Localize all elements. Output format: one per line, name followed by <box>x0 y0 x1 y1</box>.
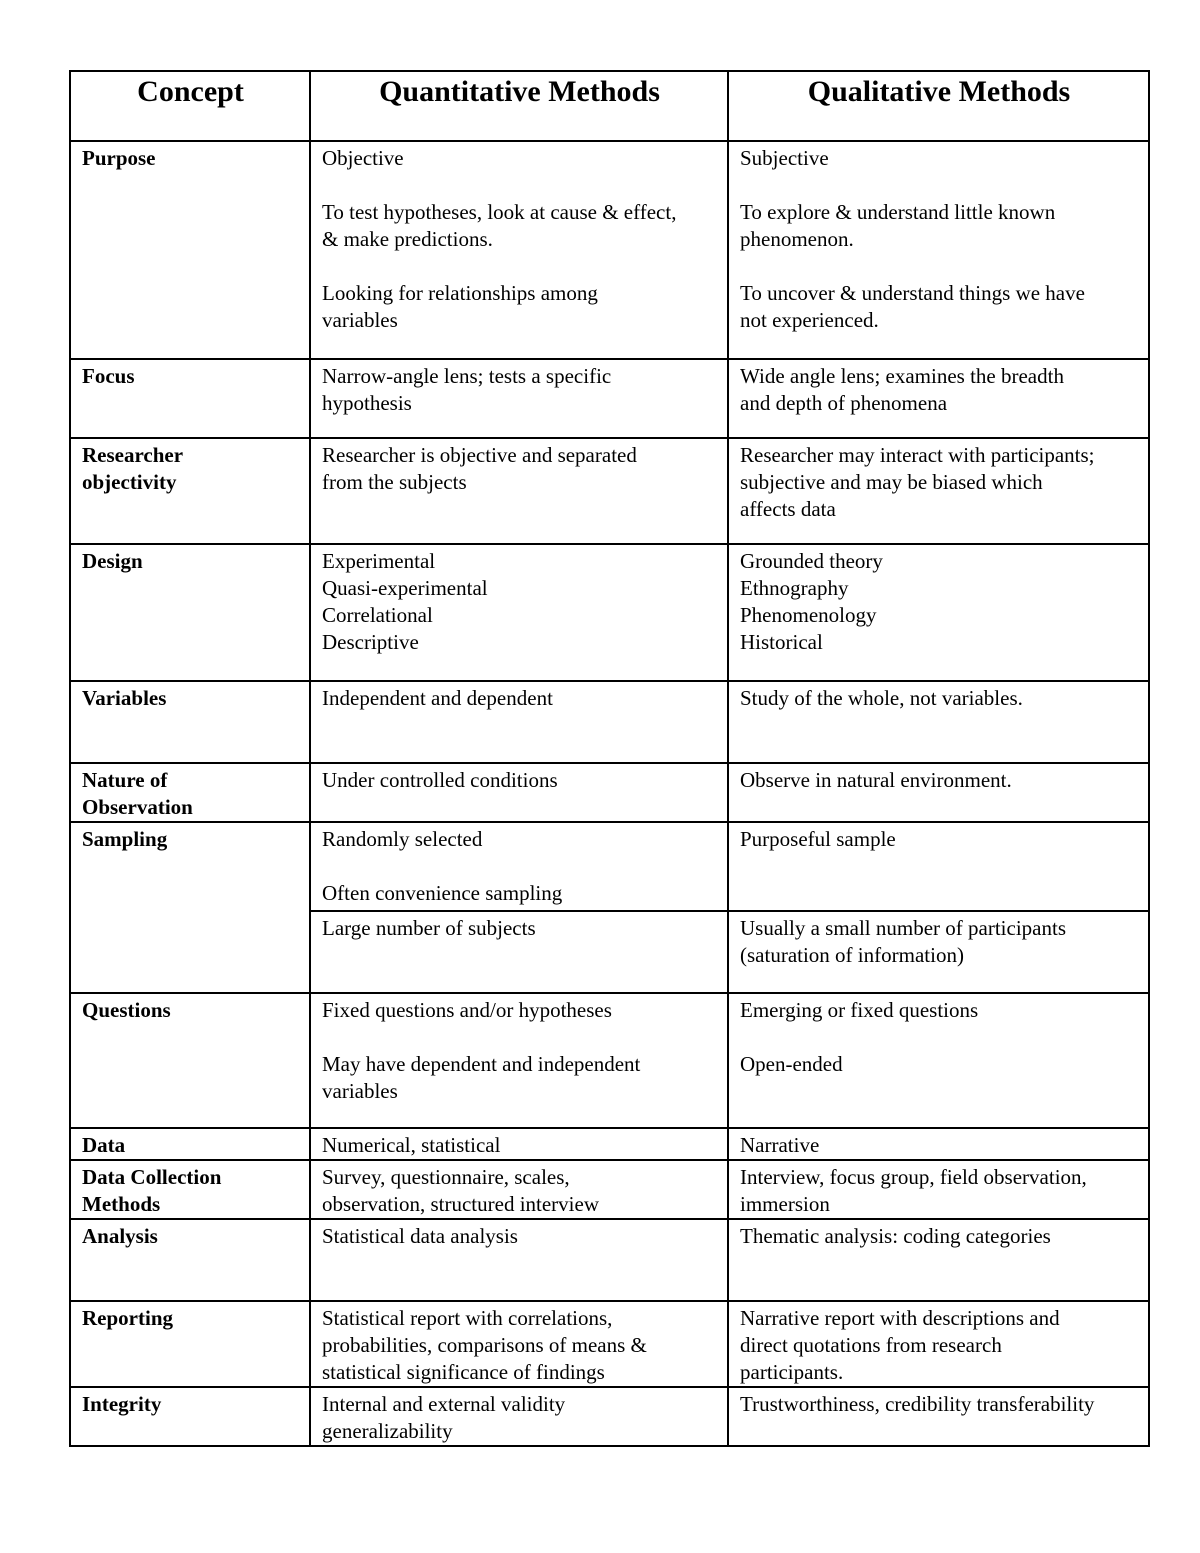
cell-line: direct quotations from research <box>740 1333 1002 1357</box>
cell-line: Narrow-angle lens; tests a specific <box>322 364 612 388</box>
cell-line: Statistical report with correlations, <box>322 1306 613 1330</box>
qualitative-cell <box>728 822 1149 911</box>
cell-line: Under controlled conditions <box>322 768 558 792</box>
cell-line: Wide angle lens; examines the breadth <box>740 364 1064 388</box>
cell-line: from the subjects <box>322 470 467 494</box>
concept-cell <box>70 438 310 544</box>
cell-line: Observe in natural environment. <box>740 768 1012 792</box>
cell-line: statistical significance of findings <box>322 1360 605 1384</box>
cell-line: Study of the whole, not variables. <box>740 686 1023 710</box>
cell-line: Descriptive <box>322 630 419 654</box>
cell-line: Experimental <box>322 549 436 573</box>
cell-line: Phenomenology <box>740 603 877 627</box>
cell-line: Methods <box>82 1192 161 1216</box>
cell-line: Trustworthiness, credibility transferability <box>740 1392 1095 1416</box>
qualitative-cell <box>728 681 1149 763</box>
cell-line: Narrative <box>740 1133 820 1157</box>
quantitative-cell <box>310 911 728 993</box>
cell-line: Survey, questionnaire, scales, <box>322 1165 570 1189</box>
table-row <box>70 1128 1149 1160</box>
blank-line <box>322 172 717 199</box>
table-row <box>70 1387 1149 1446</box>
cell-line: Fixed questions and/or hypotheses <box>322 998 612 1022</box>
table-row <box>70 1160 1149 1219</box>
cell-line: Internal and external validity <box>322 1392 566 1416</box>
quantitative-cell <box>310 993 728 1128</box>
cell-line: probabilities, comparisons of means & <box>322 1333 647 1357</box>
cell-line: immersion <box>740 1192 830 1216</box>
qualitative-cell <box>728 359 1149 438</box>
cell-line: Interview, focus group, field observation, <box>740 1165 1087 1189</box>
concept-cell <box>70 822 310 993</box>
qualitative-cell <box>728 438 1149 544</box>
cell-line: Researcher is objective and separated <box>322 443 637 467</box>
quantitative-cell <box>310 141 728 359</box>
cell-line: variables <box>322 308 398 332</box>
blank-line <box>740 253 1138 280</box>
table-row <box>70 359 1149 438</box>
qualitative-cell <box>728 141 1149 359</box>
cell-line: participants. <box>740 1360 844 1384</box>
qualitative-cell <box>728 1219 1149 1301</box>
cell-line: To uncover & understand things we have <box>740 281 1085 305</box>
cell-line: Purpose <box>82 146 156 170</box>
quantitative-cell <box>310 681 728 763</box>
cell-line: Often convenience sampling <box>322 881 563 905</box>
concept-cell <box>70 681 310 763</box>
quantitative-cell <box>310 1128 728 1160</box>
table-row <box>70 763 1149 822</box>
quantitative-cell <box>310 822 728 911</box>
cell-line: subjective and may be biased which <box>740 470 1043 494</box>
concept-cell <box>70 359 310 438</box>
qualitative-cell <box>728 1301 1149 1387</box>
table-row <box>70 822 1149 911</box>
header-concept: Concept <box>70 71 310 141</box>
cell-line: Thematic analysis: coding categories <box>740 1224 1051 1248</box>
cell-line: Large number of subjects <box>322 916 536 940</box>
concept-cell <box>70 1219 310 1301</box>
concept-cell <box>70 1160 310 1219</box>
table-row <box>70 681 1149 763</box>
quantitative-cell <box>310 1160 728 1219</box>
table-row <box>70 1301 1149 1387</box>
cell-line: Integrity <box>82 1392 162 1416</box>
cell-line: generalizability <box>322 1419 453 1443</box>
cell-line: phenomenon. <box>740 227 854 251</box>
quantitative-cell <box>310 763 728 822</box>
concept-cell <box>70 544 310 681</box>
cell-line: hypothesis <box>322 391 412 415</box>
cell-line: Historical <box>740 630 823 654</box>
header-row <box>70 71 1149 141</box>
qualitative-cell <box>728 993 1149 1128</box>
cell-line: observation, structured interview <box>322 1192 599 1216</box>
blank-line <box>740 172 1138 199</box>
concept-cell <box>70 1128 310 1160</box>
cell-line: not experienced. <box>740 308 879 332</box>
blank-line <box>740 1024 1138 1051</box>
table-row <box>70 544 1149 681</box>
cell-line: Quasi-experimental <box>322 576 488 600</box>
concept-cell <box>70 763 310 822</box>
qualitative-cell <box>728 544 1149 681</box>
quantitative-cell <box>310 1387 728 1446</box>
quantitative-cell <box>310 438 728 544</box>
qualitative-cell <box>728 1387 1149 1446</box>
cell-line: Analysis <box>82 1224 158 1248</box>
cell-line: Statistical data analysis <box>322 1224 518 1248</box>
table-row <box>70 993 1149 1128</box>
cell-line: Usually a small number of participants <box>740 916 1067 940</box>
cell-line: Design <box>82 549 143 573</box>
qualitative-cell <box>728 1160 1149 1219</box>
cell-line: To test hypotheses, look at cause & effect, <box>322 200 677 224</box>
cell-line: Numerical, statistical <box>322 1133 501 1157</box>
cell-line: Purposeful sample <box>740 827 896 851</box>
table-body <box>70 141 1149 1446</box>
cell-line: Correlational <box>322 603 433 627</box>
cell-line: objectivity <box>82 470 177 494</box>
cell-line: Emerging or fixed questions <box>740 998 979 1022</box>
cell-line: variables <box>322 1079 398 1103</box>
cell-line: Nature of <box>82 768 168 792</box>
cell-line: To explore & understand little known <box>740 200 1056 224</box>
cell-line: (saturation of information) <box>740 943 964 967</box>
cell-line: Subjective <box>740 146 829 170</box>
cell-line: Sampling <box>82 827 168 851</box>
quantitative-cell <box>310 1219 728 1301</box>
quantitative-cell <box>310 1301 728 1387</box>
qualitative-cell <box>728 1128 1149 1160</box>
cell-line: Researcher <box>82 443 184 467</box>
blank-line <box>322 1024 717 1051</box>
cell-line: Open-ended <box>740 1052 843 1076</box>
cell-line: affects data <box>740 497 836 521</box>
cell-line: Researcher may interact with participants; <box>740 443 1095 467</box>
quantitative-cell <box>310 544 728 681</box>
cell-line: and depth of phenomena <box>740 391 948 415</box>
cell-line: Data <box>82 1133 126 1157</box>
cell-line: Looking for relationships among <box>322 281 598 305</box>
cell-line: Questions <box>82 998 171 1022</box>
comparison-table <box>69 70 1150 1447</box>
quantitative-cell <box>310 359 728 438</box>
concept-cell <box>70 1387 310 1446</box>
concept-cell <box>70 141 310 359</box>
qualitative-cell <box>728 911 1149 993</box>
concept-cell <box>70 993 310 1128</box>
cell-line: Randomly selected <box>322 827 483 851</box>
blank-line <box>322 253 717 280</box>
cell-line: Ethnography <box>740 576 849 600</box>
cell-line: Narrative report with descriptions and <box>740 1306 1060 1330</box>
cell-line: Variables <box>82 686 167 710</box>
blank-line <box>322 853 717 880</box>
table-row <box>70 141 1149 359</box>
cell-line: Grounded theory <box>740 549 883 573</box>
cell-line: Reporting <box>82 1306 173 1330</box>
header-qualitative: Qualitative Methods <box>728 71 1149 141</box>
table-row <box>70 1219 1149 1301</box>
cell-line: Observation <box>82 795 193 819</box>
cell-line: Objective <box>322 146 404 170</box>
cell-line: Independent and dependent <box>322 686 553 710</box>
qualitative-cell <box>728 763 1149 822</box>
cell-line: & make predictions. <box>322 227 493 251</box>
concept-cell <box>70 1301 310 1387</box>
cell-line: May have dependent and independent <box>322 1052 641 1076</box>
cell-line: Data Collection <box>82 1165 222 1189</box>
table-row <box>70 438 1149 544</box>
cell-line: Focus <box>82 364 135 388</box>
header-quantitative: Quantitative Methods <box>310 71 728 141</box>
